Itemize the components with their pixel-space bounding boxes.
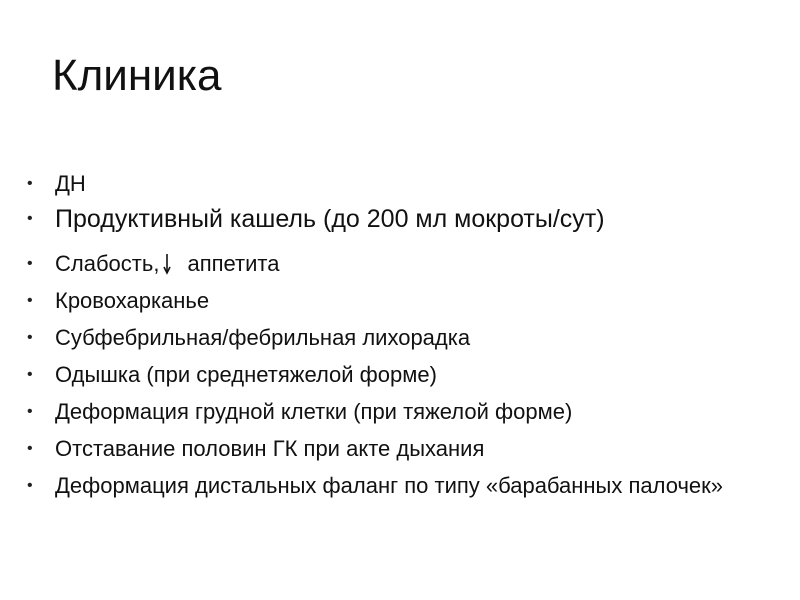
slide-title: Клиника <box>52 51 222 100</box>
list-item-text-after-icon: аппетита <box>187 251 280 276</box>
list-item <box>27 170 767 198</box>
bullet-marker: • <box>27 210 33 227</box>
list-item <box>27 361 767 389</box>
list-item-text: ДН <box>55 171 86 196</box>
list-item <box>27 324 767 352</box>
bullet-marker: • <box>27 292 33 309</box>
bullet-marker: • <box>27 366 33 383</box>
list-item <box>27 435 767 463</box>
list-item-text <box>55 250 767 278</box>
bullet-marker: • <box>27 329 33 346</box>
list-item <box>27 398 767 426</box>
list-item-text: Кровохарканье <box>55 288 210 313</box>
list-item-text: Продуктивный кашель (до 200 мл мокроты/сут) <box>55 205 605 233</box>
arrow-down-icon <box>162 253 172 275</box>
bullet-marker: • <box>27 175 33 192</box>
list-item-text-before-icon: Слабость, <box>55 251 160 276</box>
list-item-text: Отставание половин ГК при акте дыхания <box>55 436 485 461</box>
list-item <box>27 287 767 315</box>
list-item-text: Одышка (при среднетяжелой форме) <box>55 362 437 387</box>
list-item <box>27 250 767 278</box>
list-item <box>27 472 767 500</box>
bullet-marker: • <box>27 477 33 494</box>
bullet-marker: • <box>27 255 33 272</box>
list-item <box>27 204 767 234</box>
bullet-marker: • <box>27 440 33 457</box>
bullet-marker: • <box>27 403 33 420</box>
list-item-text: Деформация грудной клетки (при тяжелой форме) <box>55 399 573 424</box>
list-item-text: Деформация дистальных фаланг по типу «барабанных палочек» <box>55 473 724 498</box>
list-item-text: Субфебрильная/фебрильная лихорадка <box>55 325 471 350</box>
